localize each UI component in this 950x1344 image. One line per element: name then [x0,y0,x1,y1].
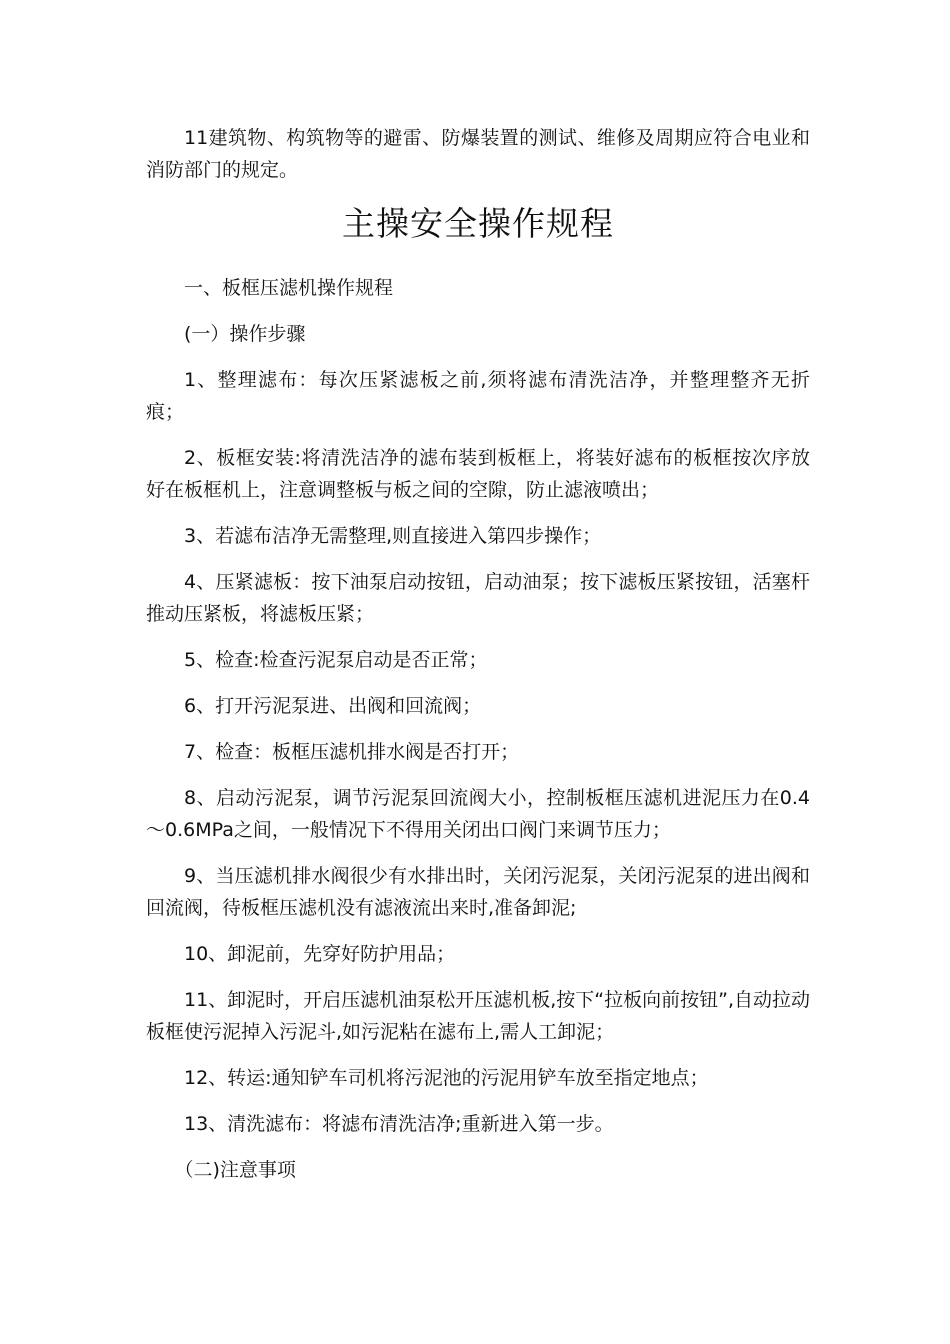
step-8: 8、启动污泥泵，调节污泥泵回流阀大小，控制板框压滤机进泥压力在0.4～0.6MPa之间，一般情况下不得用关闭出口阀门来调节压力； [146,787,810,841]
step-1: 1、整理滤布：每次压紧滤板之前,须将滤布清洗洁净，并整理整齐无折痕； [146,369,810,423]
step-10: 10、卸泥前，先穿好防护用品； [184,943,456,965]
step-13: 13、清洗滤布：将滤布清洗洁净;重新进入第一步。 [184,1113,614,1135]
subsection-heading-precautions: （二)注意事项 [174,1159,296,1181]
document-body [146,122,810,1200]
subsection-heading-operation-steps: (一）操作步骤 [184,323,306,345]
section-heading-1: 一、板框压滤机操作规程 [184,277,394,299]
step-9: 9、当压滤机排水阀很少有水排出时，关闭污泥泵，关闭污泥泵的进出阀和回流阀，待板框压滤机没有滤液流出来时,准备卸泥; [146,865,810,919]
step-11: 11、卸泥时，开启压滤机油泵松开压滤机板,按下“拉板向前按钮”,自动拉动板框使污泥掉入污泥斗,如污泥粘在滤布上,需人工卸泥； [146,989,810,1043]
intro-paragraph: 11建筑物、构筑物等的避雷、防爆装置的测试、维修及周期应符合电业和消防部门的规定。 [146,127,810,181]
step-3: 3、若滤布洁净无需整理,则直接进入第四步操作； [184,525,602,547]
step-2: 2、板框安装:将清洗洁净的滤布装到板框上，将装好滤布的板框按次序放好在板框机上，注意调整板与板之间的空隙，防止滤液喷出； [146,447,810,501]
step-7: 7、检查：板框压滤机排水阀是否打开； [184,741,520,763]
page-title: 主操安全操作规程 [342,204,614,243]
step-5: 5、检查:检查污泥泵启动是否正常； [184,649,488,671]
step-4: 4、压紧滤板：按下油泵启动按钮，启动油泵；按下滤板压紧按钮，活塞杆推动压紧板，将滤板压紧； [146,571,810,625]
step-6: 6、打开污泥泵进、出阀和回流阀； [184,695,482,717]
step-12: 12、转运:通知铲车司机将污泥池的污泥用铲车放至指定地点； [184,1067,709,1089]
